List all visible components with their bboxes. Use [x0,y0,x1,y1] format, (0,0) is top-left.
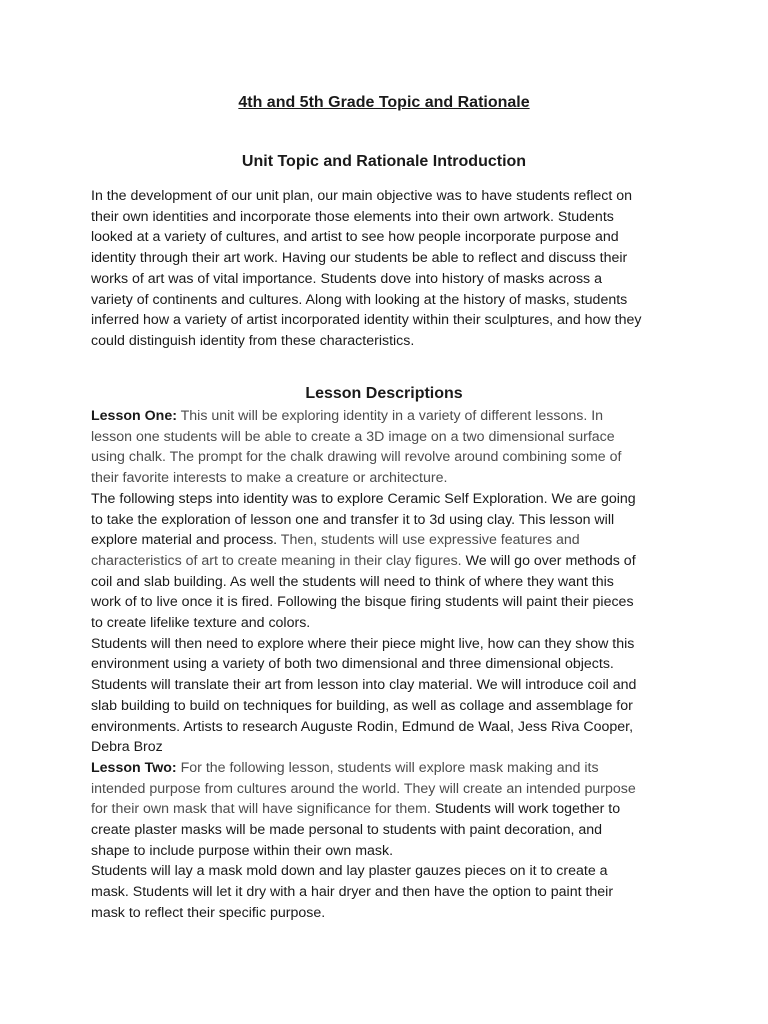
lessons-heading: Lesson Descriptions [305,385,463,402]
lesson-two-line: create plaster masks will be made personal to students with paint decoration, and [91,822,603,839]
lesson-one-line: using chalk. The prompt for the chalk drawing will revolve around combining some of [91,449,622,466]
environment-line: environment using a variety of both two dimensional and three dimensional objects. [91,656,614,673]
ceramic-line [91,551,691,572]
lesson-one-line: lesson one students will be able to create a 3D image on a two dimensional surface [91,428,615,445]
ceramic-text: explore material and process. [91,532,281,549]
mask-line: Students will lay a mask mold down and lay plaster gauzes pieces on it to create a [91,863,608,880]
lesson-two-first-line [91,758,691,779]
intro-line: inferred how a variety of artist incorporated identity within their sculptures, and how they [91,312,642,329]
ceramic-line: coil and slab building. As well the students will need to think of where they want this [91,573,614,590]
lesson-two-text-grey: for their own mask that will have significance for them. [91,801,435,818]
lesson-one-first-line [91,406,691,427]
intro-line: identity through their art work. Having our students be able to reflect and discuss their [91,250,628,267]
environment-line: slab building to build on techniques for building, as well as collage and assemblage for [91,697,633,714]
intro-paragraph [91,186,691,352]
intro-line: could distinguish identity from these characteristics. [91,332,415,349]
lesson-one-label: Lesson One: [91,408,177,424]
intro-line: looked at a variety of cultures, and artist to see how people incorporate purpose and [91,229,619,246]
intro-line: variety of continents and cultures. Along with looking at the history of masks, students [91,291,628,308]
environment-line: environments. Artists to research Auguste Rodin, Edmund de Waal, Jess Riva Cooper, [91,718,634,735]
environment-line: Students will then need to explore where their piece might live, how can they show this [91,635,635,652]
ceramic-line: The following steps into identity was to explore Ceramic Self Exploration. We are going [91,490,636,507]
document-title: 4th and 5th Grade Topic and Rationale [238,94,530,111]
intro-heading: Unit Topic and Rationale Introduction [241,153,527,170]
ceramic-line: work of to live once it is fired. Following the bisque firing students will paint their pieces [91,594,634,611]
lesson-two-line: intended purpose from cultures around the world. They will create an intended purpose [91,780,636,797]
intro-line: works of art was of vital importance. Students dove into history of masks across a [91,270,602,287]
lesson-two-text: For the following lesson, students will explore mask making and its [176,759,599,776]
ceramic-line [91,530,691,551]
lesson-one-text: This unit will be exploring identity in a variety of different lessons. In [176,408,604,424]
mask-line: mask. Students will let it dry with a hair dryer and then have the option to paint their [91,884,614,901]
environment-line: Students will translate their art from lesson into clay material. We will introduce coil and [91,677,637,694]
lessons-body [91,406,691,924]
ceramic-text-grey: Then, students will use expressive features and [280,532,580,549]
lesson-two-label: Lesson Two: [91,759,177,776]
mask-line: mask to reflect their specific purpose. [91,904,326,921]
intro-line: their own identities and incorporate those elements into their own artwork. Students [91,208,614,225]
lesson-two-line [91,799,691,820]
lesson-one-line: their favorite interests to make a creature or architecture. [91,470,448,487]
lesson-two-line: shape to include purpose within their own mask. [91,842,394,859]
ceramic-line: to take the exploration of lesson one and transfer it to 3d using clay. This lesson will [91,511,615,528]
ceramic-text: We will go over methods of [461,552,636,569]
lesson-two-text: Students will work together to [434,801,621,818]
environment-line: Debra Broz [91,739,163,756]
ceramic-text-grey: characteristics of art to create meaning in their clay figures. [91,552,462,569]
intro-line: In the development of our unit plan, our main objective was to have students reflect on [91,188,633,204]
ceramic-line: to create lifelike texture and colors. [91,615,311,632]
